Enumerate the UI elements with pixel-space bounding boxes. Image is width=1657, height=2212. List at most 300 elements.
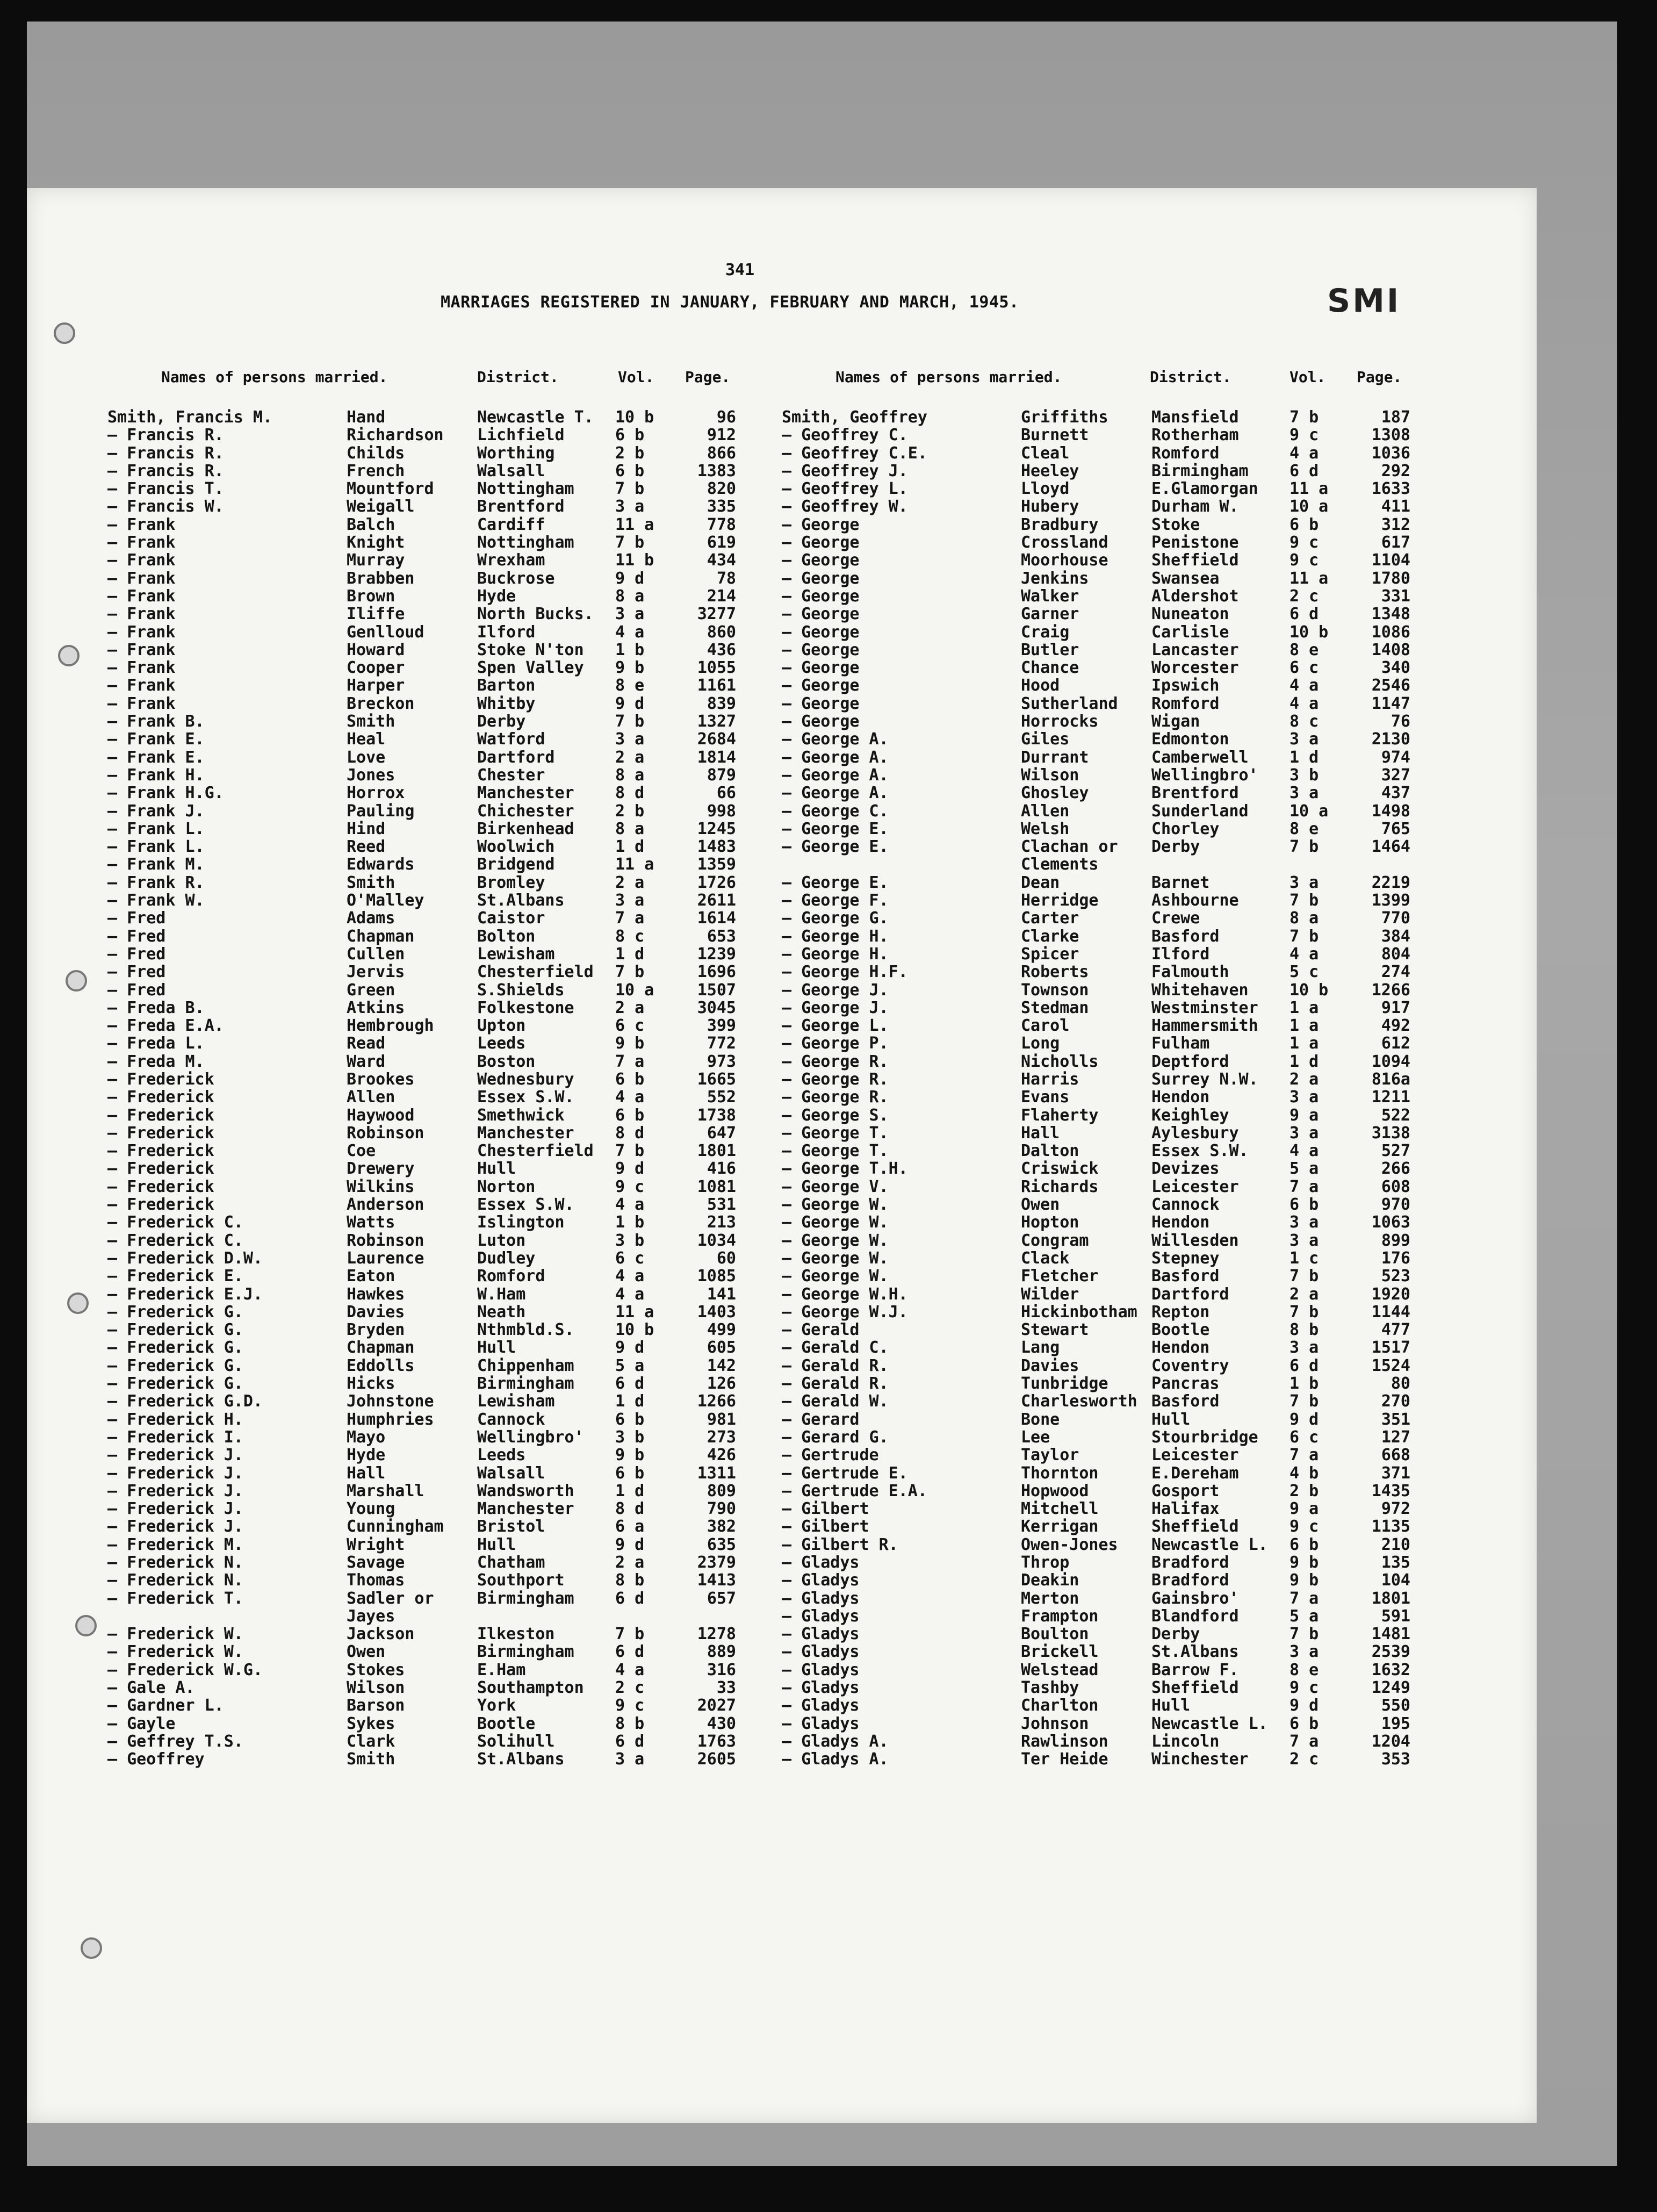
register-entry bbox=[107, 1733, 752, 1750]
entry-volume: 1 c bbox=[1289, 1248, 1319, 1268]
register-entry bbox=[107, 1518, 752, 1535]
entry-first-name: — George J. bbox=[782, 980, 889, 1000]
register-entry bbox=[107, 1625, 752, 1643]
entry-page: 1413 bbox=[697, 1571, 736, 1590]
entry-spouse-surname: Hawkes bbox=[347, 1284, 405, 1304]
entry-district: Southampton bbox=[477, 1678, 584, 1698]
register-entry bbox=[107, 1464, 752, 1482]
entry-volume: 3 a bbox=[1289, 1642, 1319, 1662]
entry-page: 527 bbox=[1381, 1141, 1410, 1161]
register-entry bbox=[107, 1178, 752, 1196]
entry-district: Manchester bbox=[477, 784, 574, 803]
entry-first-name: — Frederick J. bbox=[107, 1481, 243, 1500]
entry-page: 790 bbox=[707, 1499, 736, 1519]
entry-spouse-surname: Herridge bbox=[1021, 891, 1099, 910]
register-entry bbox=[782, 1178, 1427, 1196]
entry-volume: 9 b bbox=[615, 1446, 645, 1465]
entry-first-name: — Francis T. bbox=[107, 479, 224, 499]
entry-spouse-surname: Charlton bbox=[1021, 1696, 1099, 1715]
entry-district: Derby bbox=[477, 712, 526, 731]
entry-first-name: — Francis R. bbox=[107, 443, 224, 463]
page-number: 341 bbox=[725, 261, 755, 279]
header-names-right: Names of persons married. bbox=[835, 368, 1062, 386]
entry-volume: 4 a bbox=[1289, 443, 1319, 463]
register-entry bbox=[107, 1536, 752, 1554]
entry-district: Birmingham bbox=[477, 1374, 574, 1394]
entry-first-name: — Gladys bbox=[782, 1642, 860, 1662]
register-entry bbox=[782, 1017, 1427, 1035]
entry-volume: 11 a bbox=[1289, 569, 1329, 588]
entry-volume: 7 a bbox=[1289, 1446, 1319, 1465]
entry-district: Luton bbox=[477, 1231, 526, 1250]
entry-volume: 7 b bbox=[1289, 1625, 1319, 1644]
entry-page: 1266 bbox=[697, 1392, 736, 1411]
entry-volume: 2 a bbox=[615, 1553, 645, 1572]
entry-volume: 7 a bbox=[1289, 1177, 1319, 1196]
entry-volume: 5 a bbox=[615, 1356, 645, 1375]
entry-district: Aldershot bbox=[1151, 586, 1239, 606]
entry-first-name: — Frederick G. bbox=[107, 1320, 243, 1340]
entry-district: Hull bbox=[1151, 1696, 1191, 1715]
register-entry bbox=[782, 1571, 1427, 1589]
entry-first-name: — Frank bbox=[107, 694, 176, 713]
entry-page: 1665 bbox=[697, 1069, 736, 1089]
entry-first-name: — Frank bbox=[107, 676, 176, 695]
register-entry bbox=[782, 1590, 1427, 1607]
entry-volume: 4 a bbox=[615, 1267, 645, 1286]
register-entry bbox=[782, 963, 1427, 981]
register-entry bbox=[782, 1750, 1427, 1768]
entry-district: S.Shields bbox=[477, 980, 565, 1000]
entry-page: 1144 bbox=[1371, 1302, 1410, 1322]
entry-first-name: — Frederick bbox=[107, 1105, 214, 1125]
register-entry bbox=[782, 1464, 1427, 1482]
entry-district: Mansfield bbox=[1151, 408, 1239, 427]
entry-spouse-surname: Humphries bbox=[347, 1410, 434, 1429]
entry-district: Stoke N'ton bbox=[477, 640, 584, 659]
entry-volume: 5 c bbox=[1289, 963, 1319, 982]
entry-first-name: — George T.H. bbox=[782, 1159, 908, 1179]
entry-page: 214 bbox=[707, 586, 736, 606]
entry-district: E.Dereham bbox=[1151, 1463, 1239, 1483]
entry-volume: 2 a bbox=[615, 873, 645, 892]
entry-district: Ilford bbox=[477, 622, 536, 642]
entry-district: Blandford bbox=[1151, 1606, 1239, 1626]
register-entry bbox=[782, 1500, 1427, 1518]
register-entry bbox=[782, 1213, 1427, 1231]
entry-page: 1278 bbox=[697, 1625, 736, 1644]
register-entry bbox=[782, 730, 1427, 748]
entry-spouse-surname: Johnson bbox=[1021, 1714, 1089, 1733]
register-entry bbox=[782, 641, 1427, 659]
entry-spouse-surname: Adams bbox=[347, 909, 395, 928]
entry-district: Smethwick bbox=[477, 1105, 565, 1125]
entry-page: 1814 bbox=[697, 748, 736, 767]
entry-page: 552 bbox=[707, 1088, 736, 1107]
entry-first-name: — Gerard G. bbox=[782, 1427, 889, 1447]
entry-first-name: — Frederick J. bbox=[107, 1499, 243, 1519]
entry-volume: 9 c bbox=[1289, 426, 1319, 445]
entry-district: Hendon bbox=[1151, 1338, 1210, 1358]
entry-volume: 10 a bbox=[615, 980, 654, 1000]
entry-volume: 3 b bbox=[615, 1427, 645, 1447]
entry-district: Chatham bbox=[477, 1553, 545, 1572]
entry-district: Chester bbox=[477, 765, 545, 785]
entry-page: 142 bbox=[707, 1356, 736, 1375]
entry-page: 176 bbox=[1381, 1248, 1410, 1268]
entry-page: 1308 bbox=[1371, 426, 1410, 445]
register-entry bbox=[782, 1446, 1427, 1464]
entry-page: 1348 bbox=[1371, 605, 1410, 624]
entry-spouse-surname: Wilder bbox=[1021, 1284, 1079, 1304]
entry-page: 1920 bbox=[1371, 1284, 1410, 1304]
entry-spouse-surname: Thornton bbox=[1021, 1463, 1099, 1483]
entry-district: Romford bbox=[477, 1267, 545, 1286]
register-entry bbox=[782, 766, 1427, 784]
entry-volume: 3 a bbox=[1289, 1231, 1319, 1250]
register-entry bbox=[107, 1196, 752, 1213]
entry-first-name: — Gilbert R. bbox=[782, 1535, 898, 1554]
entry-first-name: — Frederick N. bbox=[107, 1571, 243, 1590]
entry-volume: 8 a bbox=[615, 586, 645, 606]
entry-district: Bridgend bbox=[477, 855, 555, 874]
entry-volume: 10 b bbox=[1289, 622, 1329, 642]
entry-page: 2605 bbox=[697, 1750, 736, 1769]
entry-spouse-surname: Harris bbox=[1021, 1069, 1079, 1089]
entry-volume: 4 b bbox=[1289, 1463, 1319, 1483]
entry-spouse-surname: Balch bbox=[347, 515, 395, 534]
entry-page: 135 bbox=[1381, 1553, 1410, 1572]
entry-page: 331 bbox=[1381, 586, 1410, 606]
entry-spouse-surname: Boulton bbox=[1021, 1625, 1089, 1644]
entry-page: 66 bbox=[716, 784, 736, 803]
entry-volume: 6 d bbox=[615, 1642, 645, 1662]
entry-volume: 4 a bbox=[615, 1195, 645, 1215]
entry-spouse-surname: Davies bbox=[1021, 1356, 1079, 1375]
register-entry bbox=[107, 659, 752, 677]
entry-spouse-surname: Hopton bbox=[1021, 1213, 1079, 1232]
entry-volume: 9 d bbox=[1289, 1410, 1319, 1429]
entry-district: Nthmbld.S. bbox=[477, 1320, 574, 1340]
entry-district: Lincoln bbox=[1151, 1732, 1220, 1751]
entry-spouse-surname: Craig bbox=[1021, 622, 1070, 642]
entry-page: 316 bbox=[707, 1660, 736, 1679]
entry-first-name: — Frederick bbox=[107, 1177, 214, 1196]
entry-volume: 2 b bbox=[615, 801, 645, 821]
entry-page: 1104 bbox=[1371, 551, 1410, 570]
entry-first-name: — Frank bbox=[107, 622, 176, 642]
entry-page: 770 bbox=[1381, 909, 1410, 928]
entry-volume: 9 c bbox=[615, 1177, 645, 1196]
entry-first-name: — George E. bbox=[782, 873, 889, 892]
entry-page: 866 bbox=[707, 443, 736, 463]
entry-page: 1408 bbox=[1371, 640, 1410, 659]
entry-volume: 9 c bbox=[615, 1696, 645, 1715]
entry-volume: 6 b bbox=[615, 461, 645, 480]
entry-district: Wrexham bbox=[477, 551, 545, 570]
entry-district: Carlisle bbox=[1151, 622, 1229, 642]
entry-district: Ilford bbox=[1151, 944, 1210, 964]
entry-volume: 3 a bbox=[615, 891, 645, 910]
register-entry bbox=[782, 659, 1427, 677]
entry-page: 860 bbox=[707, 622, 736, 642]
entry-district: Halifax bbox=[1151, 1499, 1220, 1519]
entry-spouse-surname: Dalton bbox=[1021, 1141, 1079, 1161]
entry-district: Deptford bbox=[1151, 1052, 1229, 1071]
entry-spouse-surname: Butler bbox=[1021, 640, 1079, 659]
register-entry bbox=[782, 874, 1427, 892]
entry-spouse-surname: Clements bbox=[1021, 855, 1099, 874]
register-entry bbox=[782, 1303, 1427, 1321]
entry-spouse-surname: Chapman bbox=[347, 1338, 415, 1358]
entry-page: 499 bbox=[707, 1320, 736, 1340]
register-entry bbox=[107, 1321, 752, 1339]
entry-volume: 3 a bbox=[615, 497, 645, 516]
entry-page: 1036 bbox=[1371, 443, 1410, 463]
punch-hole bbox=[54, 322, 75, 344]
entry-first-name: — Francis R. bbox=[107, 461, 224, 480]
entry-page: 1161 bbox=[697, 676, 736, 695]
entry-page: 605 bbox=[707, 1338, 736, 1358]
entry-district: Barton bbox=[477, 676, 536, 695]
entry-district: St.Albans bbox=[477, 891, 565, 910]
entry-first-name: — George W.H. bbox=[782, 1284, 908, 1304]
entry-first-name: — George L. bbox=[782, 1016, 889, 1036]
entry-district: Repton bbox=[1151, 1302, 1210, 1322]
entry-spouse-surname: Frampton bbox=[1021, 1606, 1099, 1626]
entry-page: 2546 bbox=[1371, 676, 1410, 695]
entry-district: Keighley bbox=[1151, 1105, 1229, 1125]
entry-first-name: — Frank bbox=[107, 551, 176, 570]
entry-page: 351 bbox=[1381, 1410, 1410, 1429]
entry-page: 274 bbox=[1381, 963, 1410, 982]
entry-page: 213 bbox=[707, 1213, 736, 1232]
entry-first-name: — Geoffrey bbox=[107, 1750, 205, 1769]
entry-first-name: — Francis W. bbox=[107, 497, 224, 516]
entry-first-name: — George bbox=[782, 640, 860, 659]
register-entry bbox=[782, 1607, 1427, 1625]
entry-first-name: — Frank B. bbox=[107, 712, 205, 731]
entry-first-name: — Gladys bbox=[782, 1606, 860, 1626]
entry-district: Walsall bbox=[477, 1463, 545, 1483]
entry-first-name: — George T. bbox=[782, 1141, 889, 1161]
entry-first-name: — Gerard bbox=[782, 1410, 860, 1429]
entry-district: Wigan bbox=[1151, 712, 1200, 731]
entry-page: 353 bbox=[1381, 1750, 1410, 1769]
entry-first-name: — Gerald R. bbox=[782, 1356, 889, 1375]
entry-page: 3138 bbox=[1371, 1123, 1410, 1143]
entry-district: Dudley bbox=[477, 1248, 536, 1268]
entry-volume: 4 a bbox=[615, 622, 645, 642]
entry-volume: 6 d bbox=[1289, 1356, 1319, 1375]
register-entry bbox=[782, 1267, 1427, 1285]
entry-volume: 9 b bbox=[1289, 1553, 1319, 1572]
entry-page: 1633 bbox=[1371, 479, 1410, 499]
entry-spouse-surname: Clarke bbox=[1021, 927, 1079, 946]
register-entry bbox=[107, 766, 752, 784]
entry-district: Neath bbox=[477, 1302, 526, 1322]
entry-spouse-surname: Thomas bbox=[347, 1571, 405, 1590]
entry-page: 1524 bbox=[1371, 1356, 1410, 1375]
entry-district: Nottingham bbox=[477, 479, 574, 499]
entry-spouse-surname: Clark bbox=[347, 1732, 395, 1751]
entry-district: Boston bbox=[477, 1052, 536, 1071]
entry-page: 273 bbox=[707, 1427, 736, 1447]
entry-first-name: — Frederick I. bbox=[107, 1427, 243, 1447]
entry-spouse-surname: Eddolls bbox=[347, 1356, 415, 1375]
entry-spouse-surname: Hind bbox=[347, 819, 386, 838]
entry-page: 382 bbox=[707, 1517, 736, 1536]
entry-district: Surrey N.W. bbox=[1151, 1069, 1258, 1089]
entry-spouse-surname: Rawlinson bbox=[1021, 1732, 1108, 1751]
entry-page: 33 bbox=[716, 1678, 736, 1698]
entry-first-name: — George bbox=[782, 569, 860, 588]
entry-page: 1055 bbox=[697, 658, 736, 678]
entry-district: Watford bbox=[477, 730, 545, 749]
entry-spouse-surname: Mayo bbox=[347, 1427, 386, 1447]
entry-district: Lewisham bbox=[477, 944, 555, 964]
entry-spouse-surname: Watts bbox=[347, 1213, 395, 1232]
entry-spouse-surname: Deakin bbox=[1021, 1571, 1079, 1590]
entry-spouse-surname: Pauling bbox=[347, 801, 415, 821]
register-entry bbox=[107, 1142, 752, 1160]
entry-district: Sheffield bbox=[1151, 1678, 1239, 1698]
entry-first-name: — Geoffrey J. bbox=[782, 461, 908, 480]
entry-page: 1211 bbox=[1371, 1088, 1410, 1107]
entry-spouse-surname: Howard bbox=[347, 640, 405, 659]
entry-district: Bootle bbox=[1151, 1320, 1210, 1340]
entry-spouse-surname: Weigall bbox=[347, 497, 415, 516]
entry-first-name: — George W. bbox=[782, 1231, 889, 1250]
entry-page: 617 bbox=[1381, 533, 1410, 552]
entry-page: 141 bbox=[707, 1284, 736, 1304]
entry-page: 1738 bbox=[697, 1105, 736, 1125]
entry-volume: 6 c bbox=[1289, 1427, 1319, 1447]
entry-volume: 1 b bbox=[1289, 1374, 1319, 1394]
entry-volume: 9 b bbox=[615, 658, 645, 678]
entry-first-name: — Gerald C. bbox=[782, 1338, 889, 1358]
entry-district: Leeds bbox=[477, 1446, 526, 1465]
entry-volume: 7 b bbox=[615, 963, 645, 982]
entry-volume: 6 c bbox=[615, 1248, 645, 1268]
entry-spouse-surname: Marshall bbox=[347, 1481, 424, 1500]
entry-first-name: — George H. bbox=[782, 944, 889, 964]
entry-first-name: — George bbox=[782, 694, 860, 713]
entry-volume: 11 b bbox=[615, 551, 654, 570]
register-entry bbox=[107, 1107, 752, 1124]
entry-spouse-surname: Hubery bbox=[1021, 497, 1079, 516]
entry-first-name: — Frederick G. bbox=[107, 1302, 243, 1322]
entry-district: Sheffield bbox=[1151, 1517, 1239, 1536]
register-entry bbox=[782, 534, 1427, 551]
entry-first-name: — Gertrude bbox=[782, 1446, 879, 1465]
entry-first-name: — Gladys A. bbox=[782, 1750, 889, 1769]
entry-page: 384 bbox=[1381, 927, 1410, 946]
register-entry bbox=[782, 462, 1427, 480]
register-entry bbox=[107, 1213, 752, 1231]
entry-district: Penistone bbox=[1151, 533, 1239, 552]
register-entry bbox=[782, 1357, 1427, 1375]
entry-volume: 3 a bbox=[615, 605, 645, 624]
register-entry bbox=[107, 534, 752, 551]
register-entry bbox=[107, 1392, 752, 1410]
entry-spouse-surname: Wright bbox=[347, 1535, 405, 1554]
entry-spouse-surname: Sadler or bbox=[347, 1589, 434, 1608]
entry-district: St.Albans bbox=[1151, 1642, 1239, 1662]
entry-spouse-surname: Robinson bbox=[347, 1123, 424, 1143]
entry-volume: 9 d bbox=[615, 1338, 645, 1358]
entry-district: Camberwell bbox=[1151, 748, 1249, 767]
register-entry bbox=[782, 1232, 1427, 1249]
entry-district: Woolwich bbox=[477, 837, 555, 857]
entry-first-name: — Frank bbox=[107, 605, 176, 624]
entry-page: 1498 bbox=[1371, 801, 1410, 821]
entry-district: Aylesbury bbox=[1151, 1123, 1239, 1143]
entry-first-name: — George G. bbox=[782, 909, 889, 928]
entry-page: 619 bbox=[707, 533, 736, 552]
entry-district: Edmonton bbox=[1151, 730, 1229, 749]
entry-volume: 6 b bbox=[615, 426, 645, 445]
entry-spouse-surname: Ghosley bbox=[1021, 784, 1089, 803]
entry-spouse-surname: Hyde bbox=[347, 1446, 386, 1465]
entry-volume: 9 b bbox=[615, 1034, 645, 1053]
entry-district: Wandsworth bbox=[477, 1481, 574, 1500]
entry-volume: 4 a bbox=[1289, 676, 1319, 695]
entry-district: Essex S.W. bbox=[477, 1088, 574, 1107]
entry-volume: 9 c bbox=[1289, 551, 1319, 570]
entry-spouse-surname: Laurence bbox=[347, 1248, 424, 1268]
register-entry bbox=[107, 1446, 752, 1464]
entry-first-name: — Frank M. bbox=[107, 855, 205, 874]
entry-first-name: — Frederick J. bbox=[107, 1463, 243, 1483]
entry-volume: 11 a bbox=[615, 1302, 654, 1322]
entry-first-name: — George H.F. bbox=[782, 963, 908, 982]
entry-page: 436 bbox=[707, 640, 736, 659]
entry-district: Lewisham bbox=[477, 1392, 555, 1411]
entry-district: Barrow F. bbox=[1151, 1660, 1239, 1679]
entry-page: 104 bbox=[1381, 1571, 1410, 1590]
entry-page: 1034 bbox=[697, 1231, 736, 1250]
entry-volume: 2 b bbox=[615, 443, 645, 463]
entry-district: Willesden bbox=[1151, 1231, 1239, 1250]
entry-volume: 6 c bbox=[615, 1016, 645, 1036]
entry-first-name: — Gladys bbox=[782, 1714, 860, 1733]
entry-first-name: — George bbox=[782, 586, 860, 606]
entry-first-name: — Freda L. bbox=[107, 1034, 205, 1053]
entry-volume: 9 c bbox=[1289, 533, 1319, 552]
entry-volume: 6 b bbox=[1289, 1714, 1319, 1733]
entry-first-name: — George bbox=[782, 712, 860, 731]
entry-first-name: — George H. bbox=[782, 927, 889, 946]
entry-first-name: — George W. bbox=[782, 1195, 889, 1215]
entry-spouse-surname: Drewery bbox=[347, 1159, 415, 1179]
entry-first-name: — Frederick bbox=[107, 1069, 214, 1089]
entry-volume: 4 a bbox=[615, 1088, 645, 1107]
entry-volume: 7 b bbox=[1289, 927, 1319, 946]
entry-first-name: — George S. bbox=[782, 1105, 889, 1125]
entry-first-name: — Frederick G. bbox=[107, 1338, 243, 1358]
entry-page: 647 bbox=[707, 1123, 736, 1143]
entry-first-name: — Frederick G. bbox=[107, 1356, 243, 1375]
entry-first-name: — George A. bbox=[782, 748, 889, 767]
entry-page: 210 bbox=[1381, 1535, 1410, 1554]
entry-first-name: — Frank W. bbox=[107, 891, 205, 910]
entry-spouse-surname: Allen bbox=[1021, 801, 1070, 821]
entry-first-name: — Freda E.A. bbox=[107, 1016, 224, 1036]
register-entry bbox=[782, 426, 1427, 444]
entry-district: Cannock bbox=[477, 1410, 545, 1429]
entry-volume: 3 b bbox=[615, 1231, 645, 1250]
